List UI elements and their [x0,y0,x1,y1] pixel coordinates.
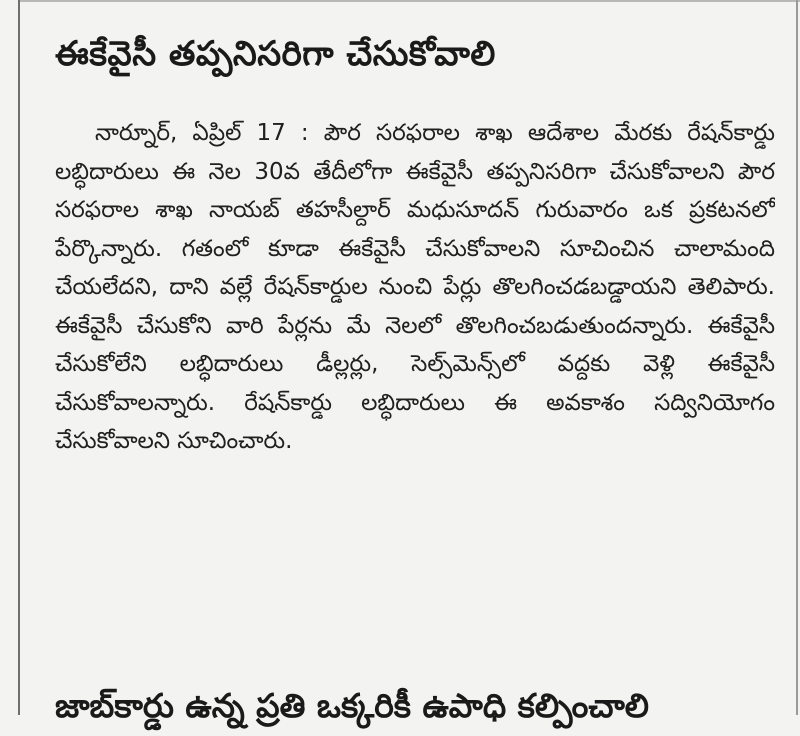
next-article-headline: జాబ్‌కార్డు ఉన్న ప్రతి ఒక్కరికీ ఉపాధి కల్పించాలి [55,686,649,725]
article-body: నార్నూర్, ఏప్రిల్ 17 : పౌర సరఫరాల శాఖ ఆదేశాల మేరకు రేషన్‌కార్డు లబ్ధిదారులు ఈ నెల 30వ తేదీలోగా ఈకేవైసీ తప్పనిసరిగా చేసుకోవాలని పౌర సరఫరాల శాఖ నాయబ్ తహసీల్దార్ మధుసూదన్ గురువారం ఒక ప్రకటనలో పేర్కొన్నారు. గతంలో కూడా ఈకేవైసీ చేసుకోవాలని సూచించిన చాలామంది చేయలేదని, దాని వల్లే రేషన్‌కార్డుల నుంచి పేర్లు తొలగించడబడ్డాయని తెలిపారు. ఈకేవైసీ చేసుకోని వారి పేర్లను మే నెలలో తొలగించబడుతుందన్నారు. ఈకేవైసీ చేసుకోలేని లబ్ధిదారులు డీల్లర్లు, సెల్స్‌మెన్స్‌లో వద్దకు వెళ్లి ఈకేవైసీ చేసుకోవాలన్నారు. రేషన్‌కార్డు లబ్ధిదారులు ఈ అవకాశం సద్వినియోగం చేసుకోవాలని సూచించారు. [55,120,775,454]
news-article [55,22,775,652]
left-column-rule [18,0,20,715]
article-headline: ఈకేవైసీ తప్పనిసరిగా చేసుకోవాలి [55,34,496,74]
top-border [18,0,800,2]
right-column-rule [796,0,798,715]
